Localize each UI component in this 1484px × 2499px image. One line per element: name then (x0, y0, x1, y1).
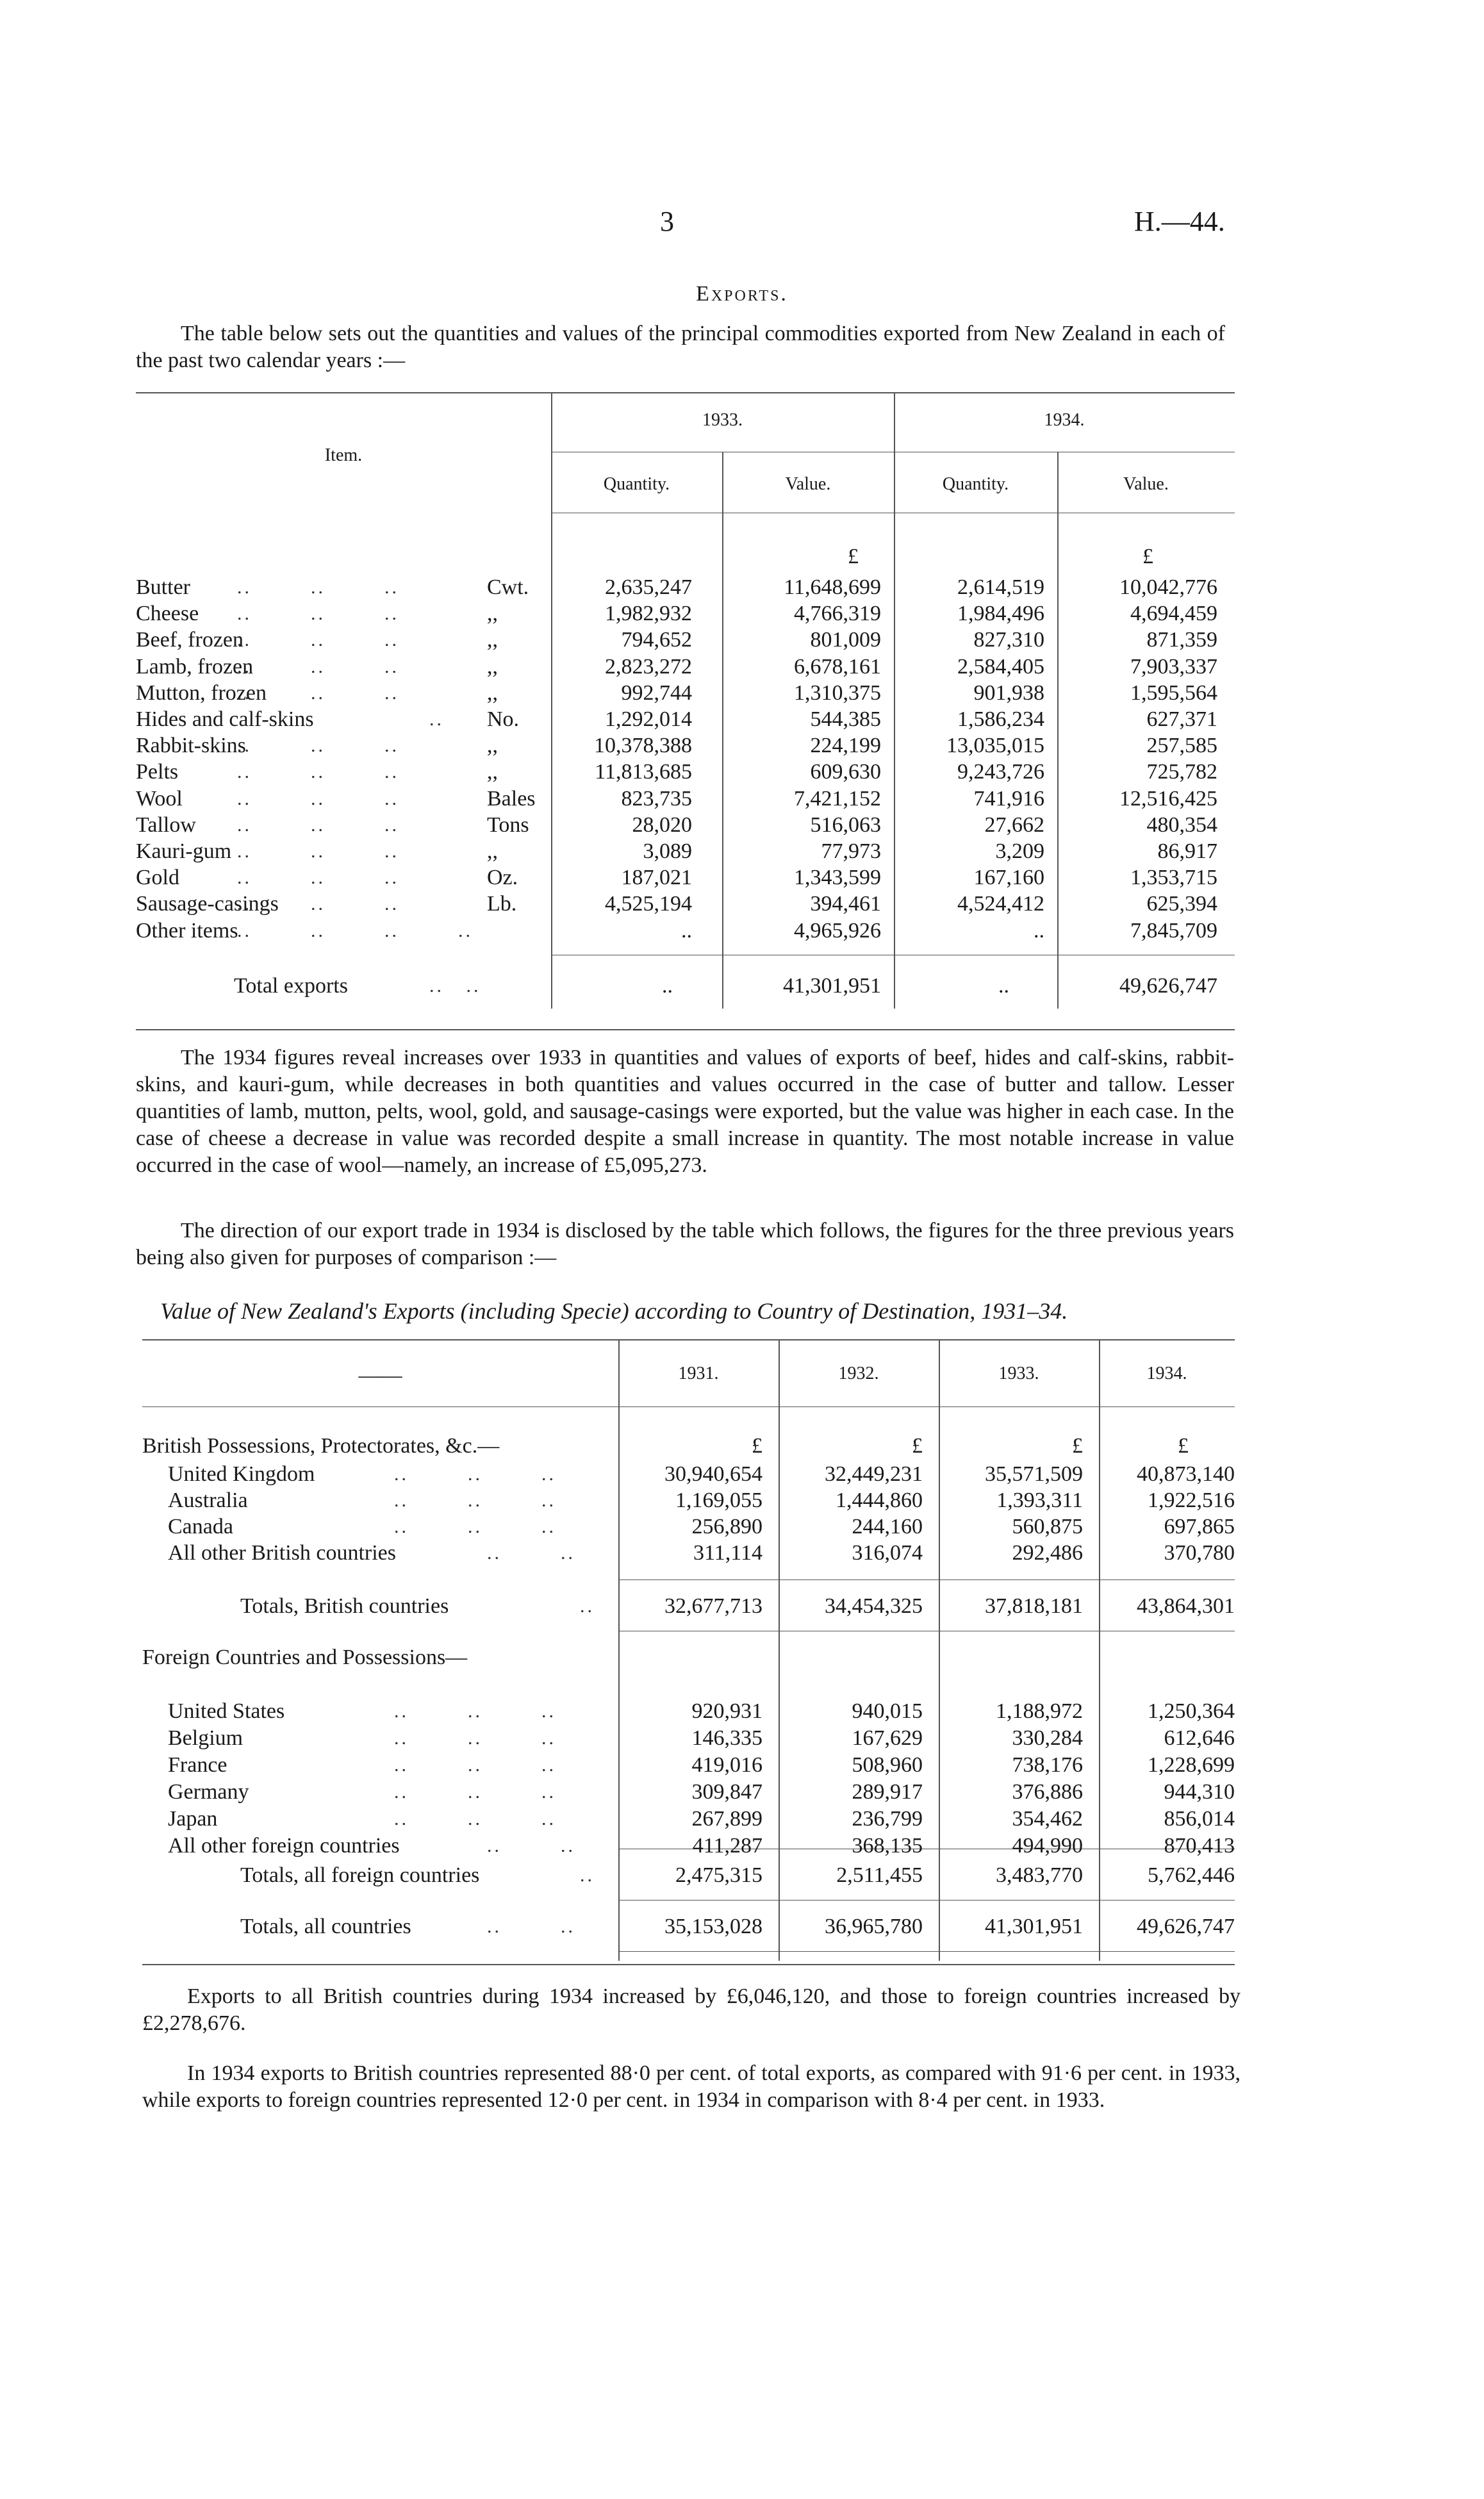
total-v1934: 49,626,747 (1119, 974, 1217, 998)
analysis-paragraph: The 1934 figures reveal increases over 1933 in quantities and values of exports of beef, hides and calf-skins, rabbit-skins, and kauri-gum, while decreases in both quantities and values occurred in the case of butter and tallow. Lesser quantities of lamb, mutton, pelts, wool, gold, and sausage-casings were exported, but the value was higher in each case. In the case of cheese a decrease in value was recorded despite a small increase in quantity. The most notable increase in value occurred in the case of wool—namely, an increase of £5,095,273. (136, 1046, 1234, 1177)
export-q1934: 2,584,405 (957, 655, 1044, 679)
export-unit: ,, (487, 734, 498, 757)
british-row-value: 370,780 (1164, 1541, 1235, 1565)
export-v1933: 224,199 (810, 734, 881, 757)
export-v1934: 10,042,776 (1119, 575, 1217, 599)
export-q1934: 901,938 (973, 681, 1044, 705)
export-v1934: 1,353,715 (1130, 866, 1217, 889)
export-v1933: 7,421,152 (794, 787, 881, 811)
export-v1933: 4,965,926 (794, 919, 881, 943)
foreign-row-value: 920,931 (691, 1699, 763, 1723)
export-q1933: 4,525,194 (605, 892, 692, 916)
export-item-name: Hides and calf-skins (136, 707, 314, 731)
export-unit: ,, (487, 655, 498, 679)
export-v1933: 77,973 (821, 839, 881, 863)
foreign-row-value: 411,287 (692, 1834, 763, 1858)
british-row-value: 1,444,860 (836, 1489, 923, 1512)
british-total-label: Totals, British countries (240, 1594, 449, 1618)
grand-total-value: 49,626,747 (1137, 1915, 1235, 1938)
export-v1933: 801,009 (810, 628, 881, 652)
british-row-value: 560,875 (1012, 1515, 1083, 1538)
foreign-country-name: Belgium (168, 1726, 243, 1750)
british-row-value: 1,393,311 (996, 1489, 1083, 1512)
leader-dots: .. (580, 1865, 595, 1886)
foreign-row-value: 494,990 (1012, 1834, 1083, 1858)
british-row-value: 316,074 (852, 1541, 923, 1565)
foreign-row-value: 940,015 (852, 1699, 923, 1723)
foreign-row-value: 289,917 (852, 1780, 923, 1804)
export-q1933: 10,378,388 (594, 734, 692, 757)
export-v1933: 11,648,699 (784, 575, 881, 599)
export-item-name: Lamb, frozen (136, 655, 254, 679)
export-q1933: 823,735 (621, 787, 692, 811)
british-row-value: 1,922,516 (1148, 1489, 1235, 1512)
british-row-value: 256,890 (691, 1515, 763, 1538)
foreign-row-value: 330,284 (1012, 1726, 1083, 1750)
export-unit: Bales (487, 787, 536, 811)
percentage-paragraph: In 1934 exports to British countries represented 88·0 per cent. of total exports, as compared with 91·6 per cent. in 1933, while exports to foreign countries represented 12·0 per cent. in 1934 in comparison with 8·4 per cent. in 1933. (142, 2061, 1241, 2112)
document-reference: H.—44. (1134, 206, 1225, 237)
export-v1934: 625,394 (1146, 892, 1217, 916)
foreign-row-value: 1,188,972 (996, 1699, 1083, 1723)
export-q1934: 741,916 (973, 787, 1044, 811)
export-unit: Oz. (487, 866, 518, 889)
leader-dots: .. .. .. (237, 735, 399, 756)
year-1934-header: 1934. (1146, 1364, 1187, 1383)
export-item-name: Butter (136, 575, 190, 599)
leader-dots: .. .. .. (237, 656, 399, 677)
export-v1934: 12,516,425 (1119, 787, 1217, 811)
year-1933-header: 1933. (702, 410, 743, 430)
leader-dots: .. .. .. (237, 603, 399, 624)
leader-dots: .. .. .. (237, 788, 399, 809)
export-q1933: 1,982,932 (605, 602, 692, 625)
export-item-name: Gold (136, 866, 179, 889)
total-v1933: 41,301,951 (783, 974, 881, 998)
value-1933-header: Value. (785, 474, 831, 494)
foreign-row-value: 612,646 (1164, 1726, 1235, 1750)
export-item-name: Wool (136, 787, 183, 811)
export-q1933: .. (681, 919, 692, 943)
british-heading: British Possessions, Protectorates, &c.— (142, 1434, 500, 1458)
export-v1933: 394,461 (810, 892, 881, 916)
export-v1933: 4,766,319 (794, 602, 881, 625)
foreign-row-value: 309,847 (691, 1780, 763, 1804)
export-q1934: 1,984,496 (957, 602, 1044, 625)
export-unit: ,, (487, 839, 498, 863)
leader-dots: .. .. .. (237, 841, 399, 862)
leader-dots: .. .. .. (394, 1701, 556, 1722)
leader-dots: .. .. .. (237, 682, 399, 704)
export-q1933: 28,020 (632, 813, 692, 837)
blank-header: —— (358, 1364, 402, 1387)
export-unit: No. (487, 707, 520, 731)
foreign-country-name: All other foreign countries (168, 1834, 400, 1858)
export-unit: Cwt. (487, 575, 529, 599)
foreign-row-value: 870,413 (1164, 1834, 1235, 1858)
leader-dots: .. .. .. (237, 867, 399, 888)
export-item-name: Other items (136, 919, 238, 943)
export-item-name: Mutton, frozen (136, 681, 267, 705)
leader-dots: .. .. .. (394, 1516, 556, 1537)
leader-dots: .. .. .. (394, 1754, 556, 1776)
british-foreign-increase-paragraph: Exports to all British countries during 1934 increased by £6,046,120, and those to foreign countries increased by £2,278,676. (142, 1984, 1241, 2035)
export-q1934: 13,035,015 (946, 734, 1044, 757)
export-v1933: 6,678,161 (794, 655, 881, 679)
british-row-value: 1,169,055 (675, 1489, 763, 1512)
foreign-country-name: France (168, 1753, 227, 1777)
export-item-name: Rabbit-skins (136, 734, 246, 757)
leader-dots: .. .. .. (394, 1490, 556, 1511)
year-1931-header: 1931. (678, 1364, 719, 1383)
export-q1933: 794,652 (621, 628, 692, 652)
british-row-value: 40,873,140 (1137, 1462, 1235, 1486)
british-row-value: 244,160 (852, 1515, 923, 1538)
foreign-row-value: 236,799 (852, 1807, 923, 1831)
quantity-1934-header: Quantity. (942, 474, 1009, 494)
export-v1934: 4,694,459 (1130, 602, 1217, 625)
quantity-1933-header: Quantity. (603, 474, 670, 494)
british-total-value: 37,818,181 (985, 1594, 1083, 1618)
export-q1934: 27,662 (984, 813, 1044, 837)
export-item-name: Kauri-gum (136, 839, 232, 863)
foreign-total-value: 2,511,455 (836, 1863, 923, 1887)
grand-total-value: 36,965,780 (825, 1915, 923, 1938)
export-q1933: 1,292,014 (605, 707, 692, 731)
export-q1933: 2,823,272 (605, 655, 692, 679)
export-v1934: 86,917 (1157, 839, 1217, 863)
foreign-total-value: 2,475,315 (675, 1863, 763, 1887)
foreign-heading: Foreign Countries and Possessions— (142, 1645, 468, 1669)
export-v1934: 480,354 (1146, 813, 1217, 837)
export-v1934: 257,585 (1146, 734, 1217, 757)
foreign-total-label: Totals, all foreign countries (240, 1863, 480, 1887)
british-total-value: 34,454,325 (825, 1594, 923, 1618)
leader-dots: .. .. .. (394, 1808, 556, 1829)
british-row-value: 697,865 (1164, 1515, 1235, 1538)
export-unit: ,, (487, 602, 498, 625)
foreign-row-value: 856,014 (1164, 1807, 1235, 1831)
foreign-row-value: 146,335 (691, 1726, 763, 1750)
foreign-row-value: 1,250,364 (1148, 1699, 1235, 1723)
destination-table-caption: Value of New Zealand's Exports (including Specie) according to Country of Destination, 1931–34. (160, 1298, 1068, 1324)
export-q1933: 187,021 (621, 866, 692, 889)
foreign-country-name: Germany (168, 1780, 249, 1804)
total-q1933: .. (662, 974, 673, 998)
grand-total-label: Totals, all countries (240, 1915, 411, 1938)
foreign-row-value: 368,135 (852, 1834, 923, 1858)
export-v1934: 725,782 (1146, 760, 1217, 784)
export-item-name: Pelts (136, 760, 179, 784)
leader-dots: .. .. .. (394, 1781, 556, 1802)
export-item-name: Beef, frozen (136, 628, 244, 652)
year-1932-header: 1932. (838, 1364, 879, 1383)
foreign-row-value: 944,310 (1164, 1780, 1235, 1804)
leader-dots: .. (429, 709, 444, 730)
export-q1933: 2,635,247 (605, 575, 692, 599)
british-country-name: All other British countries (168, 1541, 397, 1565)
intro-paragraph: The table below sets out the quantities and values of the principal commodities exported from New Zealand in each of the past two calendar years :— (136, 322, 1225, 372)
col-item-header: Item. (324, 445, 363, 465)
export-v1933: 609,630 (810, 760, 881, 784)
export-q1933: 3,089 (643, 839, 692, 863)
foreign-row-value: 267,899 (691, 1807, 763, 1831)
british-country-name: Canada (168, 1515, 233, 1538)
leader-dots: .. (580, 1596, 595, 1617)
foreign-row-value: 1,228,699 (1148, 1753, 1235, 1777)
grand-total-value: 41,301,951 (985, 1915, 1083, 1938)
export-q1934: 3,209 (995, 839, 1044, 863)
export-unit: ,, (487, 628, 498, 652)
export-q1934: 827,310 (973, 628, 1044, 652)
export-v1934: 627,371 (1146, 707, 1217, 731)
british-country-name: United Kingdom (168, 1462, 315, 1486)
currency-1931: £ (752, 1434, 763, 1458)
export-q1934: 9,243,726 (957, 760, 1044, 784)
total-q1934: .. (998, 974, 1009, 998)
export-unit: Lb. (487, 892, 517, 916)
export-v1933: 544,385 (810, 707, 881, 731)
grand-total-value: 35,153,028 (664, 1915, 763, 1938)
leader-dots: .. .. .. (237, 814, 399, 836)
export-unit: ,, (487, 681, 498, 705)
leader-dots: .. .. .. (237, 577, 399, 598)
leader-dots: .. .. .. (237, 629, 399, 650)
page-number: 3 (660, 206, 674, 237)
direction-paragraph: The direction of our export trade in 1934 is disclosed by the table which follows, the figures for the three previous years being also given for purposes of comparison :— (136, 1219, 1234, 1269)
section-heading: Exports. (696, 282, 788, 306)
export-v1933: 1,343,599 (794, 866, 881, 889)
export-q1934: .. (1034, 919, 1044, 943)
foreign-country-name: Japan (168, 1807, 218, 1831)
british-row-value: 292,486 (1012, 1541, 1083, 1565)
leader-dots: .. .. (487, 1835, 575, 1856)
foreign-total-value: 5,762,446 (1148, 1863, 1235, 1887)
british-row-value: 311,114 (693, 1541, 763, 1565)
british-total-value: 43,864,301 (1137, 1594, 1235, 1618)
british-country-name: Australia (168, 1489, 248, 1512)
currency-1933: £ (1072, 1434, 1083, 1458)
foreign-row-value: 376,886 (1012, 1780, 1083, 1804)
export-q1933: 992,744 (621, 681, 692, 705)
export-q1934: 167,160 (973, 866, 1044, 889)
leader-dots: .. .. (487, 1916, 575, 1937)
british-total-value: 32,677,713 (664, 1594, 763, 1618)
value-1934-header: Value. (1123, 474, 1169, 494)
leader-dots: .. .. .. (394, 1464, 556, 1485)
british-row-value: 32,449,231 (825, 1462, 923, 1486)
export-item-name: Tallow (136, 813, 196, 837)
british-row-value: 35,571,509 (985, 1462, 1083, 1486)
leader-dots: .. .. .. (237, 893, 399, 914)
british-row-value: 30,940,654 (664, 1462, 763, 1486)
export-v1933: 516,063 (810, 813, 881, 837)
export-v1933: 1,310,375 (794, 681, 881, 705)
leader-dots: .. .. (429, 975, 481, 996)
currency-1934: £ (1142, 545, 1153, 568)
export-unit: ,, (487, 760, 498, 784)
export-unit: Tons (487, 813, 529, 837)
year-1934-header: 1934. (1044, 410, 1085, 430)
export-q1934: 1,586,234 (957, 707, 1044, 731)
currency-1933: £ (848, 545, 859, 568)
export-item-name: Sausage-casings (136, 892, 279, 916)
export-q1934: 2,614,519 (957, 575, 1044, 599)
export-q1933: 11,813,685 (595, 760, 692, 784)
foreign-row-value: 738,176 (1012, 1753, 1083, 1777)
currency-1932: £ (912, 1434, 923, 1458)
total-exports-label: Total exports (234, 974, 348, 998)
foreign-row-value: 167,629 (852, 1726, 923, 1750)
foreign-country-name: United States (168, 1699, 285, 1723)
leader-dots: .. .. .. (237, 761, 399, 782)
foreign-row-value: 419,016 (691, 1753, 763, 1777)
export-v1934: 7,845,709 (1130, 919, 1217, 943)
currency-1934: £ (1178, 1434, 1189, 1458)
export-q1934: 4,524,412 (957, 892, 1044, 916)
export-v1934: 7,903,337 (1130, 655, 1217, 679)
foreign-row-value: 508,960 (852, 1753, 923, 1777)
year-1933-header: 1933. (998, 1364, 1039, 1383)
export-v1934: 871,359 (1146, 628, 1217, 652)
leader-dots: .. .. .. (394, 1728, 556, 1749)
export-v1934: 1,595,564 (1130, 681, 1217, 705)
export-item-name: Cheese (136, 602, 199, 625)
foreign-total-value: 3,483,770 (996, 1863, 1083, 1887)
leader-dots: .. .. .. .. (237, 920, 473, 941)
leader-dots: .. .. (487, 1542, 575, 1563)
foreign-row-value: 354,462 (1012, 1807, 1083, 1831)
